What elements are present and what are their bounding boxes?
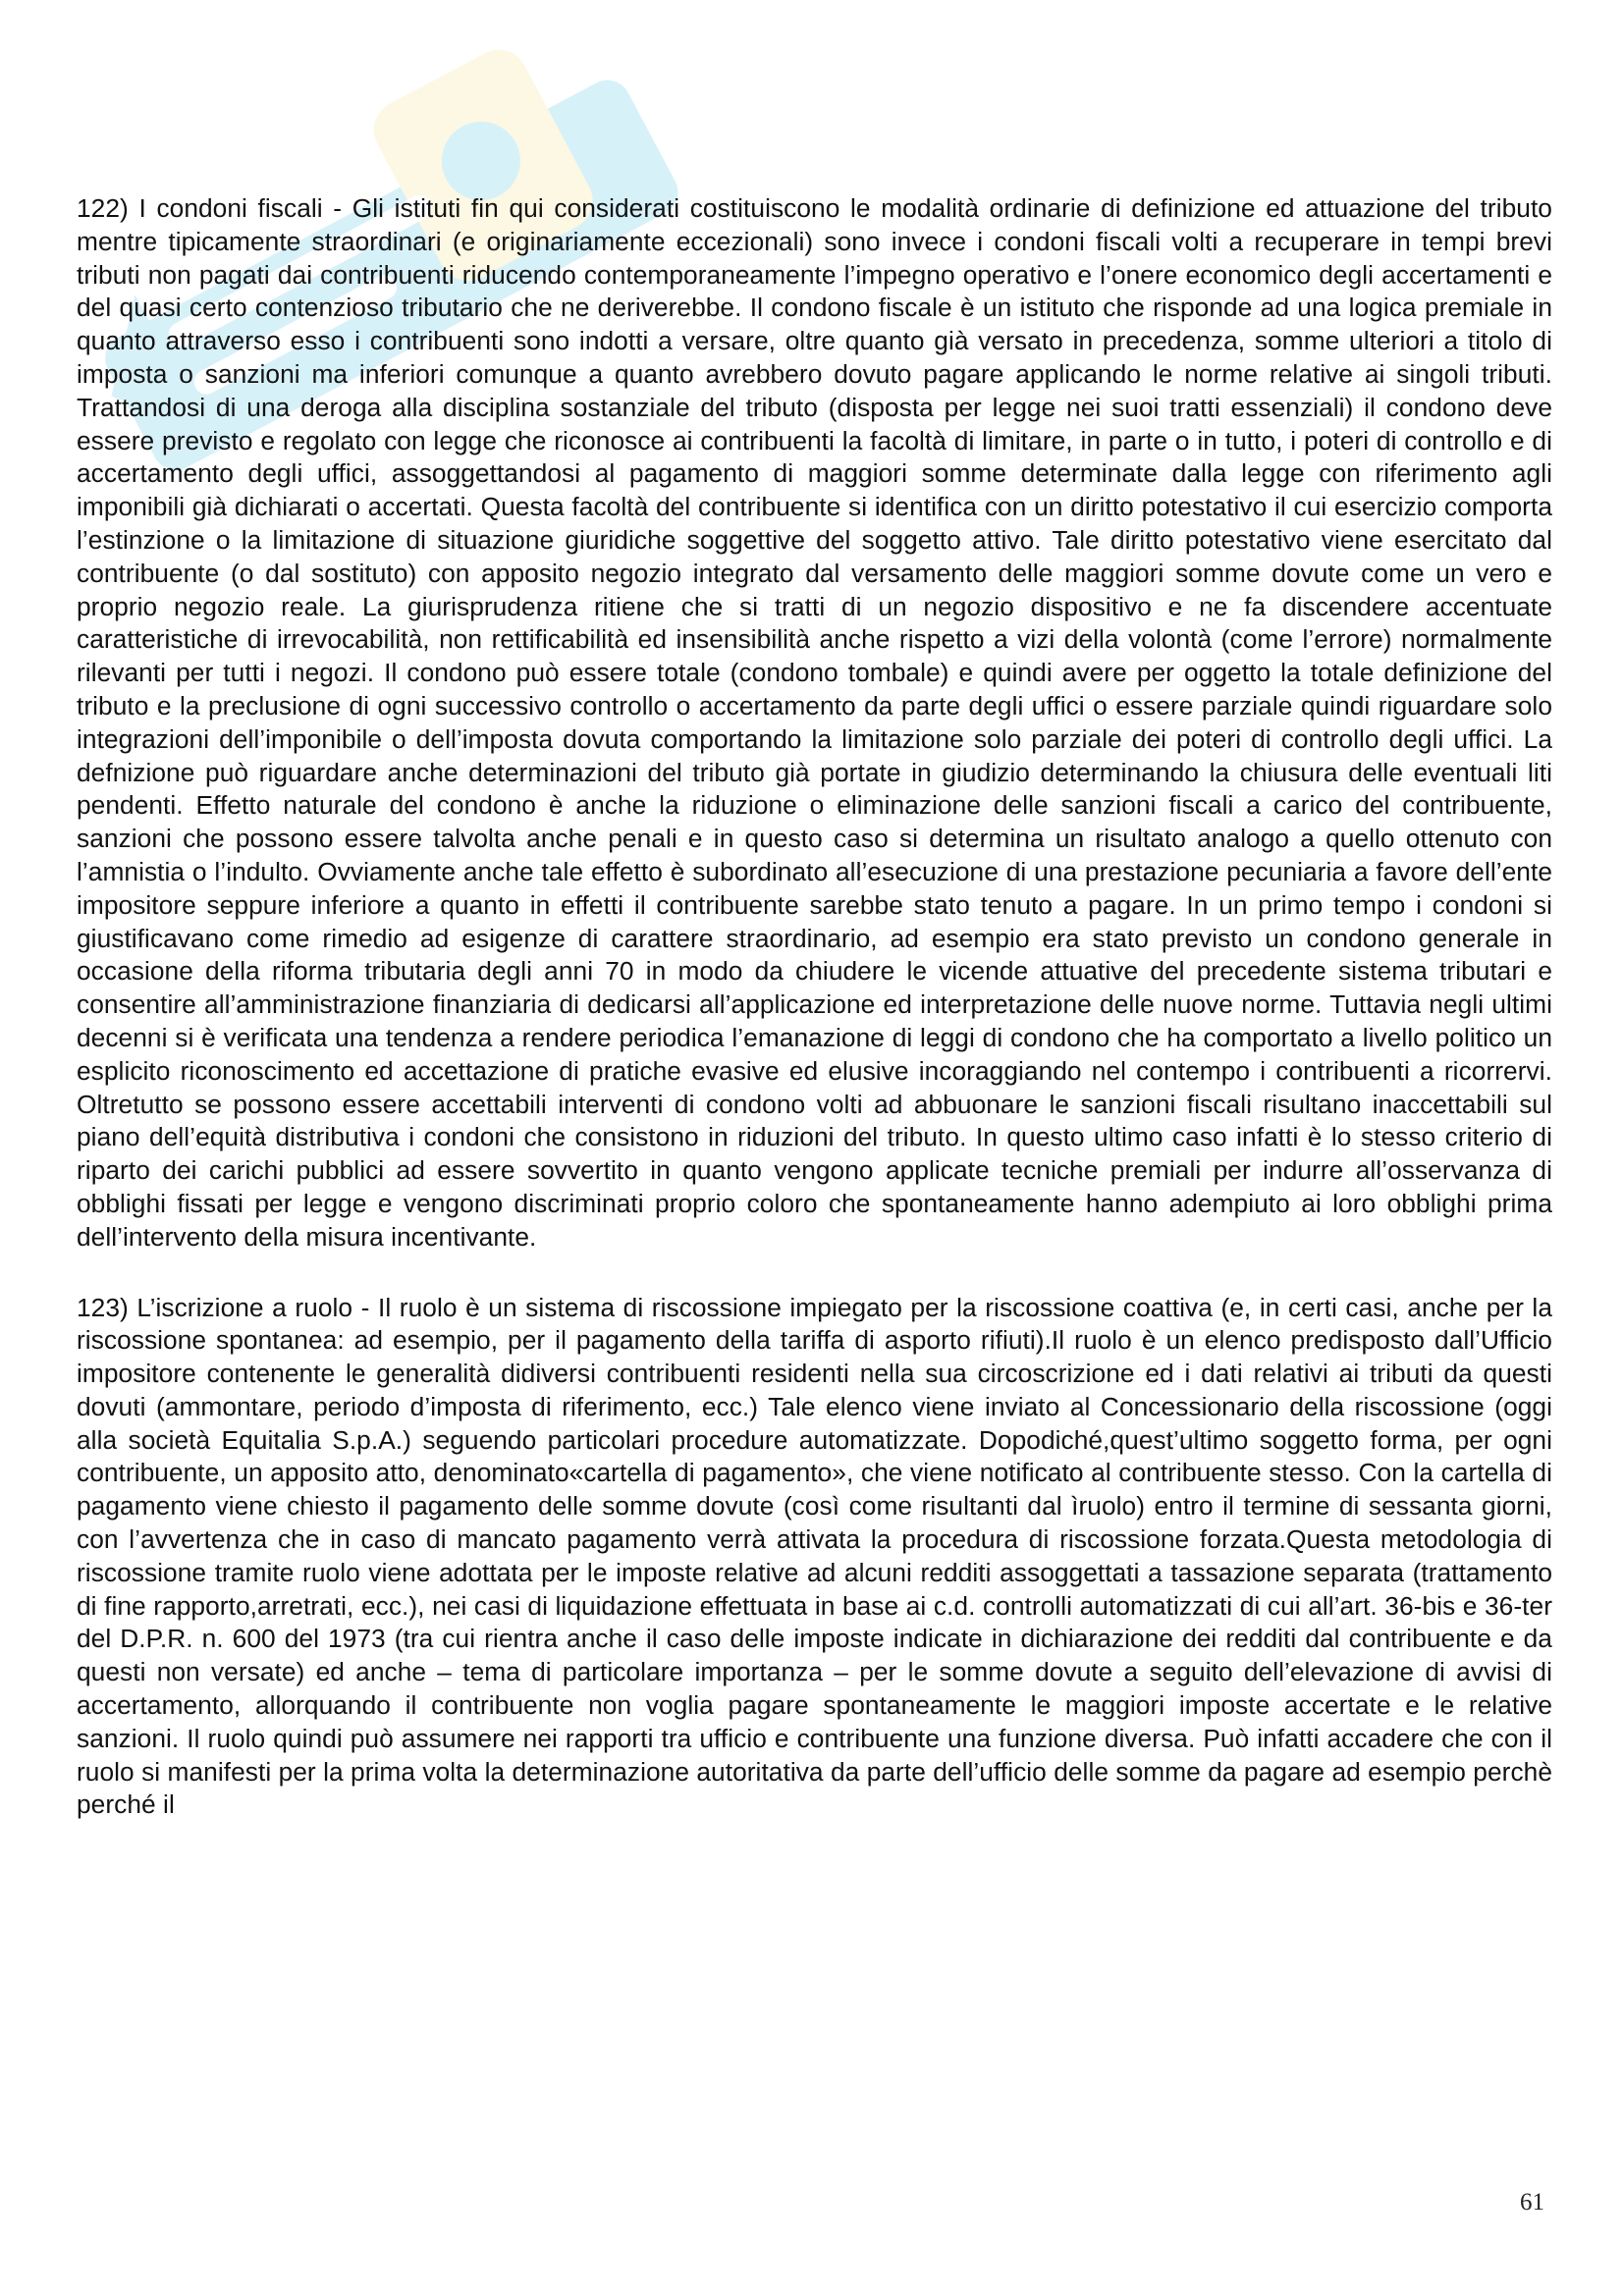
paragraph-123: [77, 1292, 1552, 1823]
paragraph-heading: 122) I condoni fiscali -: [77, 193, 343, 223]
paragraph-122: [77, 192, 1552, 1255]
document-page: [77, 192, 1552, 1859]
paragraph-body: Gli istituti fin qui considerati costituiscono le modalità ordinarie di definizione ed attuazione del tributo mentre tipicamente straordinari (e originariamente eccezionali) sono invece i condoni fiscali volti a recuperare in tempi brevi tributi non pagati dai contribuenti riducendo contemporaneamente l’impegno operativo e l’onere economico degli accertamenti e del quasi certo contenzioso tributario che ne deriverebbe. Il condono fiscale è un istituto che risponde ad una logica premiale in quanto attraverso esso i contribuenti sono indotti a versare, oltre quanto già versato in precedenza, somme ulteriori a titolo di imposta o sanzioni ma inferiori comunque a quanto avrebbero dovuto pagare applicando le norme relative ai singoli tributi. Trattandosi di una deroga alla disciplina sostanziale del tributo (disposta per legge nei suoi tratti essenziali) il condono deve essere previsto e regolato con legge che riconosce ai contribuenti la facoltà di limitare, in parte o in tutto, i poteri di controllo e di accertamento degli uffici, assoggettandosi al pagamento di maggiori somme determinate dalla legge con riferimento agli imponibili già dichiarati o accertati. Questa facoltà del contribuente si identifica con un diritto potestativo il cui esercizio comporta l’estinzione o la limitazione di situazione giuridiche soggettive del soggetto attivo. Tale diritto potestativo viene esercitato dal contribuente (o dal sostituto) con apposito negozio integrato dal versamento delle maggiori somme dovute come un vero e proprio negozio reale. La giurisprudenza ritiene che si tratti di un negozio dispositivo e ne fa discendere accentuate caratteristiche di irrevocabilità, non rettificabilità ed insensibilità anche rispetto a vizi della volontà (come l’errore) normalmente rilevanti per tutti i negozi. Il condono può essere totale (condono tombale) e quindi avere per oggetto la totale definizione del tributo e la preclusione di ogni successivo controllo o accertamento da parte degli uffici o essere parziale quindi riguardare solo integrazioni dell’imponibile o dell’imposta dovuta comportando la limitazione solo parziale dei poteri di controllo degli uffici. La defnizione può riguardare anche determinazioni del tributo già portate in giudizio determinando la chiusura delle eventuali liti pendenti. Effetto naturale del condono è anche la riduzione o eliminazione delle sanzioni fiscali a carico del contribuente, sanzioni che possono essere talvolta anche penali e in questo caso si determina un risultato analogo a quello ottenuto con l’amnistia o l’indulto. Ovviamente anche tale effetto è subordinato all’esecuzione di una prestazione pecuniaria a favore dell’ente impositore seppure inferiore a quanto in effetti il contribuente sarebbe stato tenuto a pagare. In un primo tempo i condoni si giustificavano come rimedio ad esigenze di carattere straordinario, ad esempio era stato previsto un condono generale in occasione della riforma tributaria degli anni 70 in modo da chiudere le vicende attuative del precedente sistema tributari e consentire all’amministrazione finanziaria di dedicarsi all’applicazione ed interpretazione delle nuove norme. Tuttavia negli ultimi decenni si è verificata una tendenza a rendere periodica l’emanazione di leggi di condono che ha comportato a livello politico un esplicito riconoscimento ed accettazione di pratiche evasive ed elusive incoraggiando nel contempo i contribuenti a ricorrervi. Oltretutto se possono essere accettabili interventi di condono volti ad abbuonare le sanzioni fiscali risultano inaccettabili sul piano dell’equità distributiva i condoni che consistono in riduzioni del tributo. In questo ultimo caso infatti è lo stesso criterio di riparto dei carichi pubblici ad essere sovvertito in quanto vengono applicate tecniche premiali per indurre all’osservanza di obblighi fissati per legge e vengono discriminati proprio coloro che spontaneamente hanno adempiuto ai loro obblighi prima dell’intervento della misura incentivante.: [77, 193, 1552, 1252]
paragraph-body: Il ruolo è un sistema di riscossione impiegato per la riscossione coattiva (e, in certi casi, anche per la riscossione spontanea: ad esempio, per il pagamento della tariffa di asporto rifiuti).Il ruolo è un elenco predisposto dall’Ufficio impositore contenente le generalità didiversi contribuenti residenti nella sua circoscrizione ed i dati relativi ai tributi da questi dovuti (ammontare, periodo d’imposta di riferimento, ecc.) Tale elenco viene inviato al Concessionario della riscossione (oggi alla società Equitalia S.p.A.) seguendo particolari procedure automatizzate. Dopodiché,quest’ultimo soggetto forma, per ogni contribuente, un apposito atto, denominato«cartella di pagamento», che viene notificato al contribuente stesso. Con la cartella di pagamento viene chiesto il pagamento delle somme dovute (così come risultanti dal ìruolo) entro il termine di sessanta giorni, con l’avvertenza che in caso di mancato pagamento verrà attivata la procedura di riscossione forzata.Questa metodologia di riscossione tramite ruolo viene adottata per le imposte relative ad alcuni redditi assoggettati a tassazione separata (trattamento di fine rapporto,arretrati, ecc.), nei casi di liquidazione effettuata in base ai c.d. controlli automatizzati di cui all’art. 36-bis e 36-ter del D.P.R. n. 600 del 1973 (tra cui rientra anche il caso delle imposte indicate in dichiarazione dei redditi dal contribuente e da questi non versate) ed anche – tema di particolare importanza – per le somme dovute a seguito dell’elevazione di avvisi di accertamento, allorquando il contribuente non voglia pagare spontaneamente le maggiori imposte accertate e le relative sanzioni. Il ruolo quindi può assumere nei rapporti tra ufficio e contribuente una funzione diversa. Può infatti accadere che con il ruolo si manifesti per la prima volta la determinazione autoritativa da parte dell’ufficio delle somme da pagare ad esempio perchè perché il: [77, 1292, 1552, 1820]
paragraph-heading: 123) L’iscrizione a ruolo -: [77, 1292, 370, 1322]
page-number: 61: [1520, 2189, 1544, 2216]
